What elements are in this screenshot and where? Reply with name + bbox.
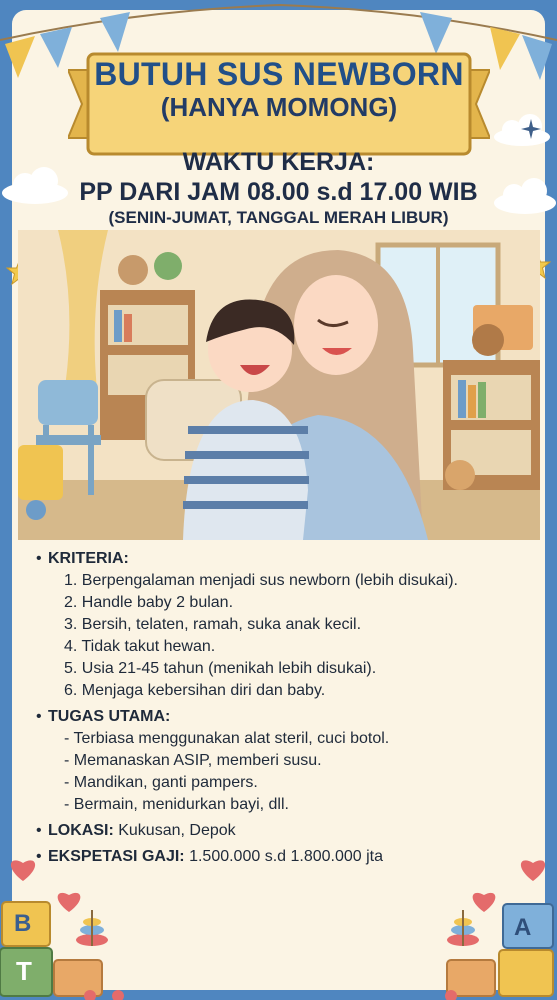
duties-list	[64, 728, 538, 816]
list-item: 5. Usia 21-45 tahun (menikah lebih disukai).	[64, 660, 377, 677]
salary-label: EKSPETASI GAJI:	[48, 848, 185, 865]
heart-icon	[8, 855, 38, 883]
salary-line	[36, 846, 538, 868]
block-letter-a: A	[514, 914, 532, 941]
list-item: 2. Handle baby 2 bulan.	[64, 594, 234, 611]
list-item: - Memanaskan ASIP, memberi susu.	[64, 752, 322, 769]
toy-blocks-right	[427, 900, 557, 1000]
bullet-icon: •	[36, 848, 42, 865]
duties-title: TUGAS UTAMA:	[48, 708, 171, 725]
list-item: 1. Berpengalaman menjadi sus newborn (lebih disukai).	[64, 572, 458, 589]
list-item: - Bermain, menidurkan bayi, dll.	[64, 796, 289, 813]
location-line	[36, 820, 538, 842]
block-letter-t: T	[16, 956, 32, 986]
location-label: LOKASI:	[48, 822, 114, 839]
bullet-icon: •	[36, 708, 42, 725]
criteria-list	[64, 570, 538, 702]
duties-section	[36, 706, 538, 816]
salary-value: 1.500.000 s.d 1.800.000 jta	[184, 848, 384, 865]
page-subtitle: (HANYA MOMONG)	[160, 92, 398, 122]
bullet-icon: •	[36, 822, 42, 839]
list-item: - Terbiasa menggunakan alat steril, cuci botol.	[64, 730, 390, 747]
work-hours-label: WAKTU KERJA:	[182, 148, 375, 176]
list-item: 6. Menjaga kebersihan diri dan baby.	[64, 682, 326, 699]
work-days: (SENIN-JUMAT, TANGGAL MERAH LIBUR)	[108, 208, 449, 227]
work-hours: PP DARI JAM 08.00 s.d 17.00 WIB	[79, 178, 478, 206]
block-letter-b: B	[14, 910, 32, 937]
location-value: Kukusan, Depok	[113, 822, 236, 839]
criteria-title: KRITERIA:	[48, 550, 129, 567]
sparkle-icon	[520, 118, 542, 140]
page-title: BUTUH SUS NEWBORN	[94, 56, 464, 92]
list-item: - Mandikan, ganti pampers.	[64, 774, 258, 791]
heart-icon	[518, 855, 548, 883]
illustration-mother-hugging-child	[18, 230, 540, 540]
criteria-section	[36, 548, 538, 702]
job-details	[36, 548, 538, 868]
list-item: 4. Tidak takut hewan.	[64, 638, 216, 655]
list-item: 3. Bersih, telaten, ramah, suka anak kecil.	[64, 616, 362, 633]
bullet-icon: •	[36, 550, 42, 567]
